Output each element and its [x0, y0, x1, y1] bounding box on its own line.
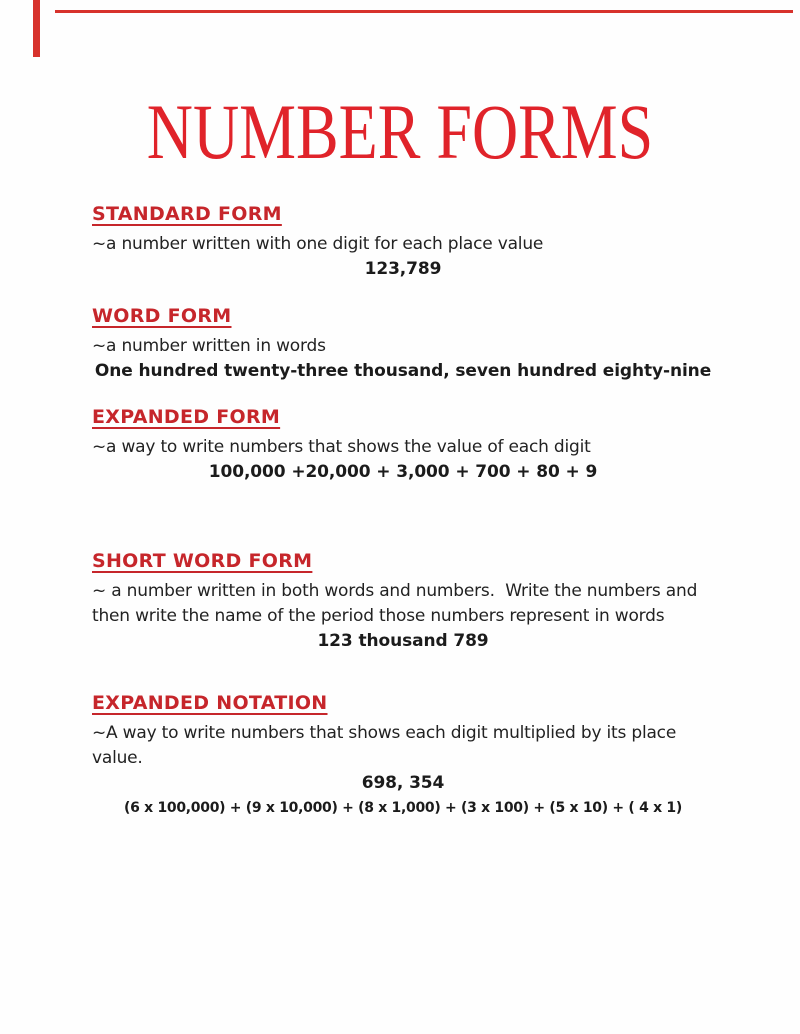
example-expanded-notation-number: 698, 354 — [361, 773, 445, 793]
section-heading-short-word-form: SHORT WORD FORM — [92, 550, 313, 572]
section-standard-form — [92, 203, 714, 282]
example-standard-form: 123,789 — [364, 259, 442, 279]
definition-line: ~a way to write numbers that shows the value of each digit — [92, 437, 591, 457]
section-heading-expanded-notation: EXPANDED NOTATION — [92, 692, 328, 714]
example-word-form: One hundred twenty-three thousand, seven hundred eighty-nine — [94, 361, 712, 381]
section-heading-standard-form: STANDARD FORM — [92, 203, 282, 225]
section-expanded-notation — [92, 692, 714, 821]
definition-line: then write the name of the period those numbers represent in words — [92, 606, 665, 626]
example-expanded-form: 100,000 +20,000 + 3,000 + 700 + 80 + 9 — [208, 462, 598, 482]
definition-line: ~A way to write numbers that shows each digit multiplied by its place — [92, 723, 677, 743]
definition-line: value. — [92, 748, 143, 768]
section-word-form — [92, 305, 714, 384]
red-scan-artifact-horizontal-line — [55, 10, 793, 13]
definition-line: ~a number written with one digit for each place value — [92, 234, 544, 254]
page-title: NUMBER FORMS — [146, 88, 654, 175]
example-short-word-form: 123 thousand 789 — [317, 631, 489, 651]
section-heading-expanded-form: EXPANDED FORM — [92, 406, 281, 428]
example-expanded-notation-equation: (6 x 100,000) + (9 x 10,000) + (8 x 1,000) + (3 x 100) + (5 x 10) + ( 4 x 1) — [124, 800, 682, 816]
section-expanded-form — [92, 406, 714, 485]
red-scan-artifact-vertical-bar — [33, 0, 40, 57]
definition-line: ~a number written in words — [92, 336, 326, 356]
definition-line: ~ a number written in both words and numbers. Write the numbers and — [92, 581, 698, 601]
section-heading-word-form: WORD FORM — [92, 305, 232, 327]
section-short-word-form — [92, 550, 714, 654]
